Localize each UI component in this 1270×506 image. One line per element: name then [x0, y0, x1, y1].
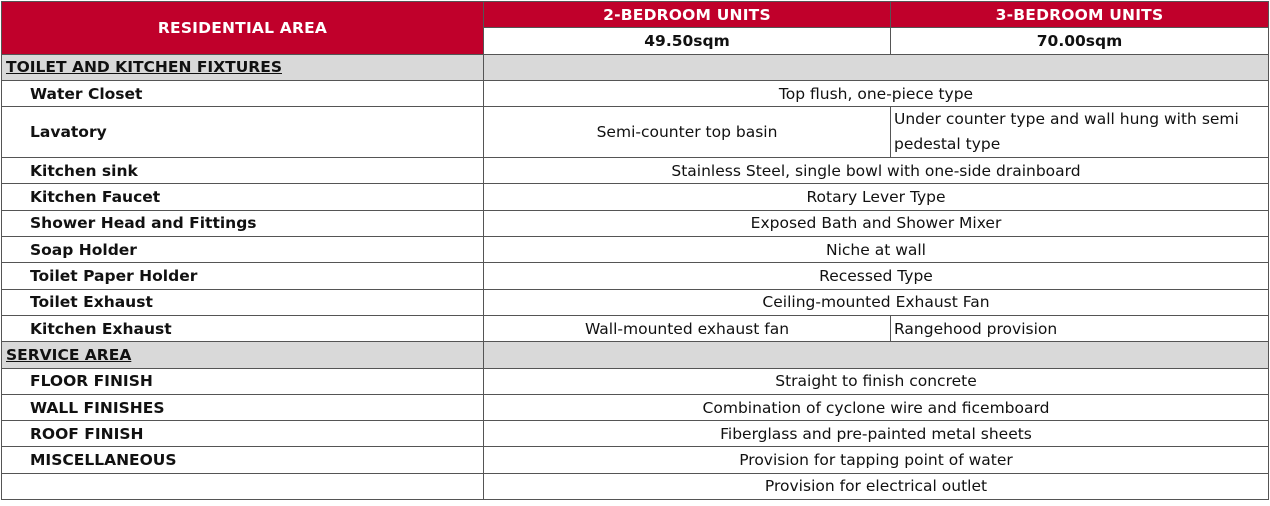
row-value: Provision for electrical outlet — [484, 473, 1269, 499]
row-value: Top flush, one-piece type — [484, 80, 1269, 106]
table-row — [2, 184, 1269, 210]
row-value: Recessed Type — [484, 263, 1269, 289]
row-label: Lavatory — [2, 107, 484, 158]
row-value-two-bedroom: Wall-mounted exhaust fan — [484, 315, 891, 341]
table-row — [2, 447, 1269, 473]
row-value-three-bedroom: Rangehood provision — [891, 315, 1269, 341]
section-row — [2, 54, 1269, 80]
row-value: Exposed Bath and Shower Mixer — [484, 210, 1269, 236]
table-row — [2, 315, 1269, 341]
three-bedroom-header: 3-BEDROOM UNITS — [891, 2, 1269, 28]
table-row — [2, 394, 1269, 420]
section-fill — [484, 342, 1269, 368]
three-bedroom-area: 70.00sqm — [891, 28, 1269, 54]
table-row — [2, 210, 1269, 236]
row-label: ROOF FINISH — [2, 421, 484, 447]
row-label: Kitchen Exhaust — [2, 315, 484, 341]
table-row — [2, 473, 1269, 499]
row-label: Toilet Paper Holder — [2, 263, 484, 289]
row-value: Fiberglass and pre-painted metal sheets — [484, 421, 1269, 447]
table-row — [2, 237, 1269, 263]
header-row — [2, 2, 1269, 28]
table-row — [2, 80, 1269, 106]
row-label: FLOOR FINISH — [2, 368, 484, 394]
section-fill — [484, 54, 1269, 80]
section-row — [2, 342, 1269, 368]
row-value: Stainless Steel, single bowl with one-side drainboard — [484, 158, 1269, 184]
section-title-toilet-kitchen: TOILET AND KITCHEN FIXTURES — [2, 54, 484, 80]
row-label: Toilet Exhaust — [2, 289, 484, 315]
row-label: WALL FINISHES — [2, 394, 484, 420]
row-value-two-bedroom: Semi-counter top basin — [484, 107, 891, 158]
residential-area-header: RESIDENTIAL AREA — [2, 2, 484, 55]
table-row — [2, 368, 1269, 394]
table-row — [2, 421, 1269, 447]
table-row — [2, 263, 1269, 289]
row-label: Kitchen sink — [2, 158, 484, 184]
row-label: Soap Holder — [2, 237, 484, 263]
two-bedroom-header: 2-BEDROOM UNITS — [484, 2, 891, 28]
spec-table — [1, 1, 1269, 500]
two-bedroom-area: 49.50sqm — [484, 28, 891, 54]
row-label: Shower Head and Fittings — [2, 210, 484, 236]
table-row — [2, 107, 1269, 158]
row-value: Ceiling-mounted Exhaust Fan — [484, 289, 1269, 315]
row-label: Water Closet — [2, 80, 484, 106]
row-value: Rotary Lever Type — [484, 184, 1269, 210]
section-title-service-area: SERVICE AREA — [2, 342, 484, 368]
row-label: Kitchen Faucet — [2, 184, 484, 210]
row-value: Combination of cyclone wire and ficemboard — [484, 394, 1269, 420]
row-value: Niche at wall — [484, 237, 1269, 263]
row-label: MISCELLANEOUS — [2, 447, 484, 473]
row-value: Straight to finish concrete — [484, 368, 1269, 394]
table-row — [2, 289, 1269, 315]
table-row — [2, 158, 1269, 184]
row-label-empty — [2, 473, 484, 499]
row-value: Provision for tapping point of water — [484, 447, 1269, 473]
row-value-three-bedroom: Under counter type and wall hung with semi pedestal type — [891, 107, 1269, 158]
